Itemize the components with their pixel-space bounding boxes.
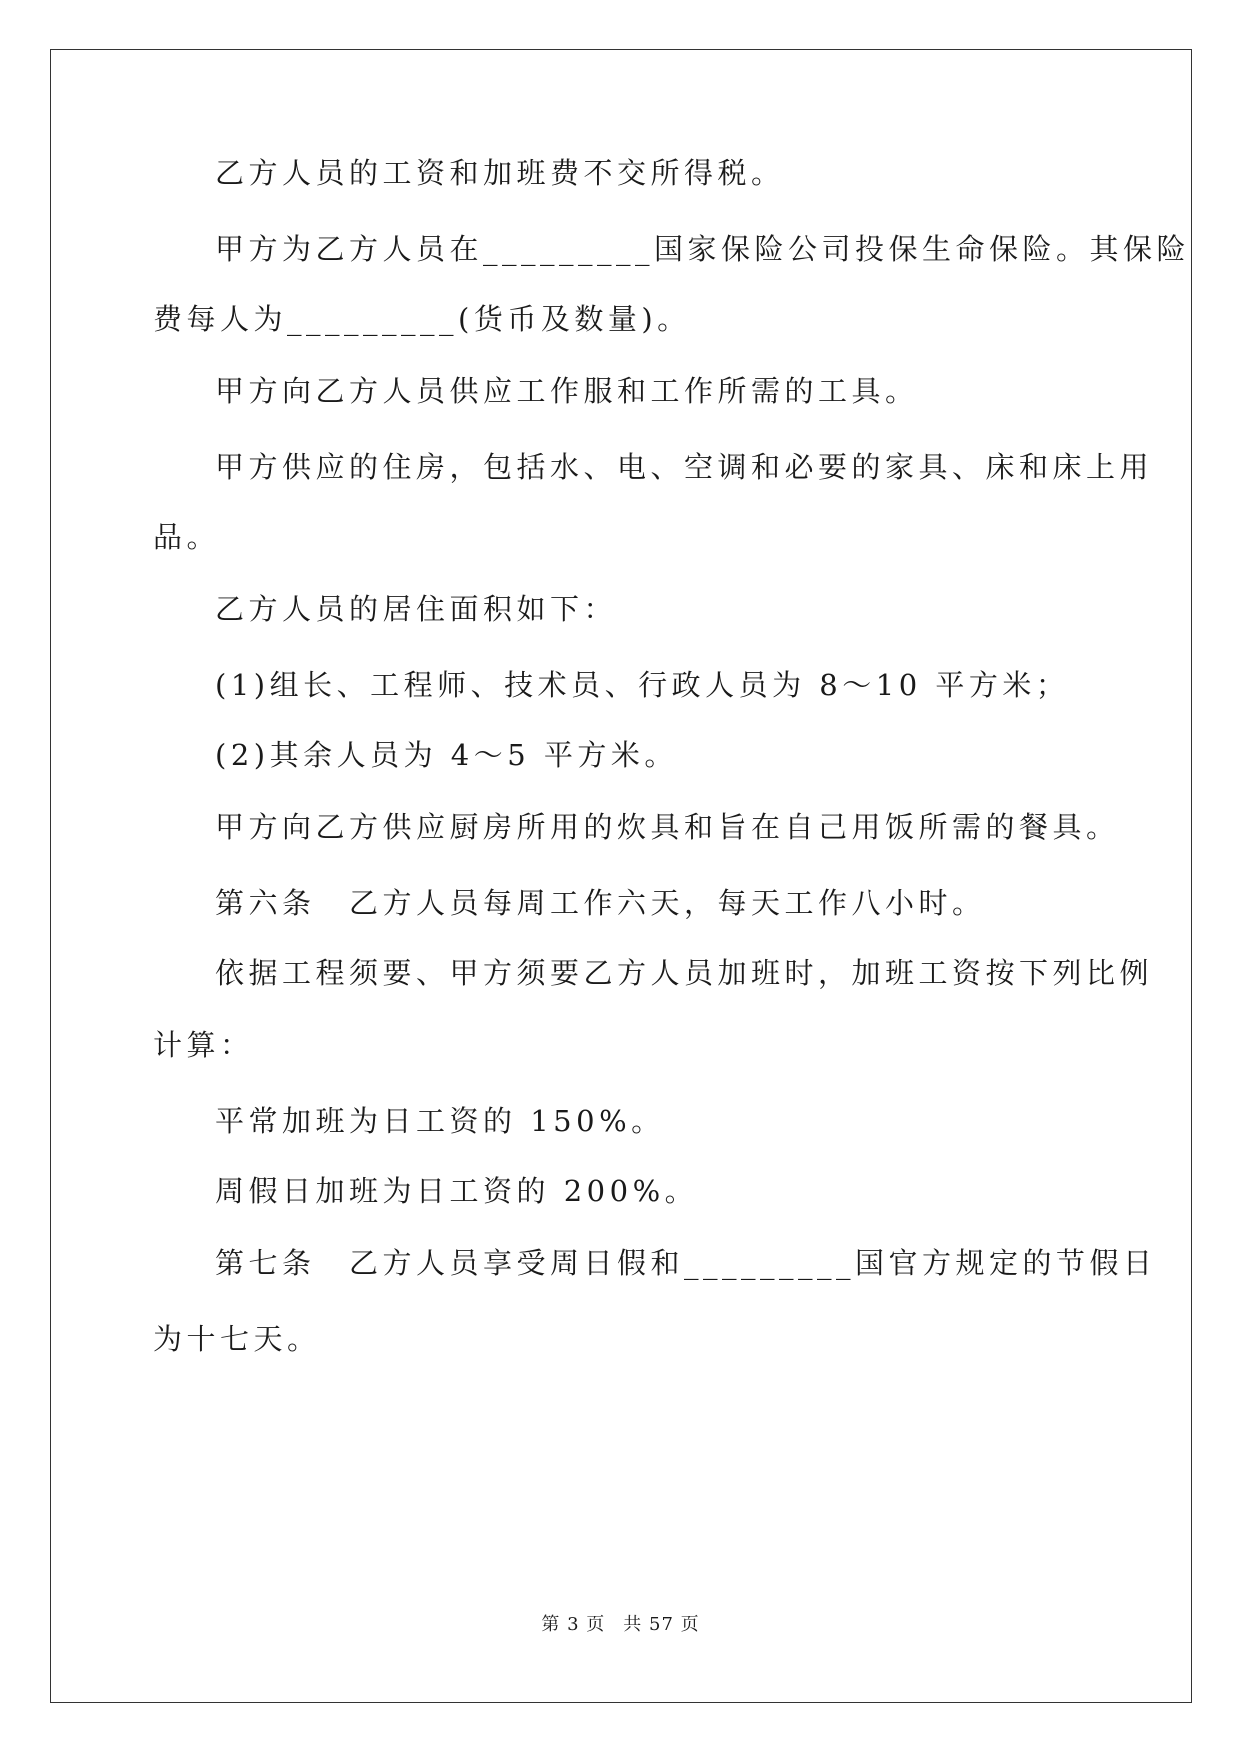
paragraph: 甲方向乙方人员供应工作服和工作所需的工具。	[215, 374, 919, 408]
paragraph: (1)组长、工程师、技术员、行政人员为 8～10 平方米；	[215, 668, 1070, 702]
paragraph: 第六条 乙方人员每周工作六天，每天工作八小时。	[215, 886, 986, 920]
paragraph-continuation: 计算：	[153, 1028, 254, 1062]
paragraph: 甲方向乙方供应厨房所用的炊具和旨在自己用饭所需的餐具。	[215, 810, 1120, 844]
paragraph: 甲方供应的住房，包括水、电、空调和必要的家具、床和床上用	[215, 450, 1154, 484]
page-number: 第 3 页	[541, 1614, 606, 1635]
page-total: 共 57 页	[623, 1614, 700, 1635]
page-border	[50, 49, 1192, 1703]
paragraph: 依据工程须要、甲方须要乙方人员加班时，加班工资按下列比例	[215, 956, 1154, 990]
paragraph: 乙方人员的工资和加班费不交所得税。	[215, 156, 785, 190]
paragraph: 平常加班为日工资的 150%。	[215, 1104, 665, 1138]
page-footer	[0, 1610, 1241, 1636]
paragraph: 周假日加班为日工资的 200%。	[215, 1174, 699, 1208]
paragraph-continuation: 品。	[153, 520, 221, 554]
paragraph: (2)其余人员为 4～5 平方米。	[215, 738, 678, 772]
paragraph-continuation: 费每人为_________(货币及数量)。	[153, 302, 691, 336]
paragraph: 乙方人员的居住面积如下：	[215, 592, 618, 626]
paragraph: 甲方为乙方人员在_________国家保险公司投保生命保险。其保险	[215, 232, 1191, 266]
paragraph: 第七条 乙方人员享受周日假和_________国官方规定的节假日	[215, 1246, 1157, 1280]
paragraph-continuation: 为十七天。	[153, 1322, 321, 1356]
